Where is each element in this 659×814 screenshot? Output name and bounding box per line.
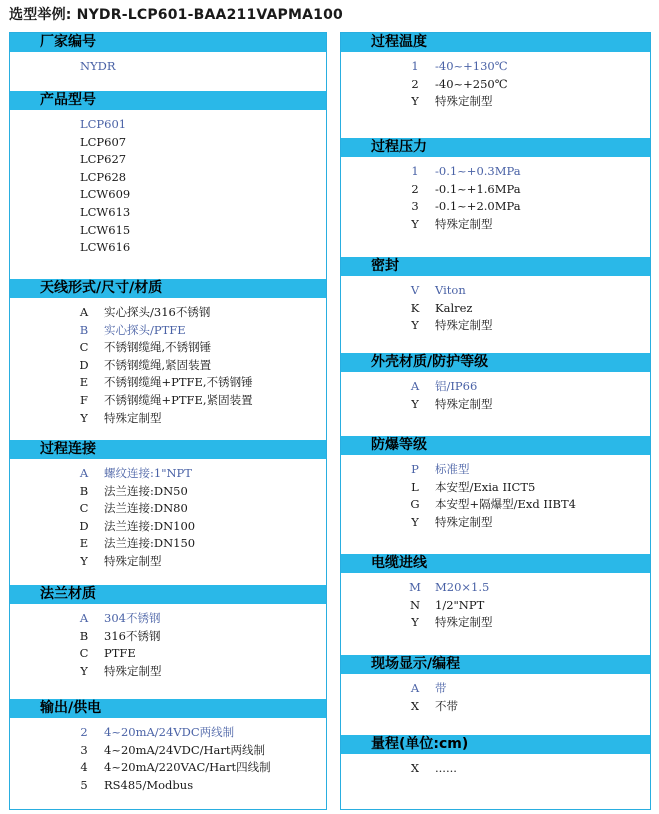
- option-description: -40~+130℃: [435, 59, 508, 73]
- option-row: [10, 116, 326, 134]
- section-header: 输出/供电: [10, 699, 326, 718]
- option-description: 不带: [435, 698, 458, 713]
- option-row: [10, 663, 326, 681]
- section-header: 过程温度: [341, 33, 650, 52]
- option-row: [341, 163, 650, 181]
- option-row: [10, 134, 326, 152]
- option-list: [341, 157, 650, 233]
- option-code: V: [410, 283, 420, 297]
- left-spec-section: [10, 440, 326, 571]
- option-row: [10, 322, 326, 340]
- option-description: ......: [435, 761, 457, 775]
- option-code: M: [409, 580, 421, 594]
- option-row: [341, 680, 650, 698]
- option-row: [10, 339, 326, 357]
- option-code: 3: [80, 742, 88, 757]
- left-spec-section: [10, 699, 326, 794]
- option-code: G: [410, 497, 420, 512]
- option-code: Y: [411, 396, 419, 411]
- option-row: [10, 724, 326, 742]
- option-code: X: [410, 698, 420, 713]
- option-description: LCP628: [80, 169, 127, 184]
- option-code: L: [411, 479, 419, 494]
- option-row: [10, 392, 326, 410]
- section-header: 法兰材质: [10, 585, 326, 604]
- option-description: 本安型/Exia IICT5: [435, 479, 536, 494]
- option-code: 5: [80, 777, 88, 792]
- option-row: [10, 777, 326, 795]
- option-description: 螺纹连接:1"NPT: [104, 466, 192, 480]
- option-code: F: [80, 392, 88, 407]
- option-row: [10, 374, 326, 392]
- option-row: [341, 597, 650, 615]
- option-row: [341, 514, 650, 532]
- option-description: LCW613: [80, 204, 131, 219]
- option-code: C: [79, 340, 89, 355]
- option-code: E: [79, 375, 89, 390]
- option-row: [10, 410, 326, 428]
- option-description: 法兰连接:DN150: [104, 536, 196, 551]
- option-list: [341, 573, 650, 632]
- option-row: [10, 500, 326, 518]
- option-description: LCP601: [80, 117, 127, 131]
- option-description: -40~+250℃: [435, 76, 508, 91]
- section-header: 电缆进线: [341, 554, 650, 573]
- section-header: 外壳材质/防护等级: [341, 353, 650, 372]
- option-row: [10, 151, 326, 169]
- option-code: B: [79, 628, 89, 643]
- option-code: Y: [80, 663, 88, 678]
- left-spec-column: [9, 32, 327, 810]
- option-description: LCP627: [80, 152, 127, 167]
- option-description: 特殊定制型: [435, 514, 493, 529]
- option-row: [341, 282, 650, 300]
- option-description: LCW615: [80, 222, 131, 237]
- option-description: PTFE: [104, 646, 136, 661]
- option-description: 特殊定制型: [104, 553, 162, 568]
- option-code: A: [79, 611, 89, 625]
- option-description: 本安型+隔爆型/Exd IIBT4: [435, 497, 576, 512]
- section-header: 天线形式/尺寸/材质: [10, 279, 326, 298]
- option-code: A: [79, 305, 89, 319]
- option-row: [341, 479, 650, 497]
- option-row: [341, 317, 650, 335]
- option-row: [10, 628, 326, 646]
- option-description: 1/2"NPT: [435, 597, 485, 612]
- option-row: [10, 465, 326, 483]
- option-description: 不锈钢缆绳+PTFE,紧固装置: [104, 392, 253, 407]
- right-spec-column: [340, 32, 651, 810]
- option-row: [341, 396, 650, 414]
- option-description: 不锈钢缆绳+PTFE,不锈钢锤: [104, 375, 253, 390]
- option-list: [341, 455, 650, 531]
- option-row: [10, 239, 326, 257]
- option-description: M20×1.5: [435, 580, 490, 594]
- option-description: 实心探头/PTFE: [104, 322, 186, 337]
- option-description: 标准型: [435, 462, 470, 476]
- option-code: A: [410, 681, 420, 695]
- option-description: 法兰连接:DN50: [104, 483, 188, 498]
- section-header: 产品型号: [10, 91, 326, 110]
- option-code: B: [79, 483, 89, 498]
- option-description: 特殊定制型: [104, 663, 162, 678]
- option-code: Y: [411, 615, 419, 630]
- option-list: [341, 52, 650, 111]
- option-row: [10, 535, 326, 553]
- option-code: 3: [411, 199, 419, 214]
- option-description: 特殊定制型: [104, 410, 162, 425]
- option-list: [10, 52, 326, 76]
- right-spec-section: [341, 257, 650, 335]
- option-description: RS485/Modbus: [104, 777, 194, 792]
- section-header: 厂家编号: [10, 33, 326, 52]
- option-description: 铝/IP66: [435, 379, 478, 393]
- option-description: 法兰连接:DN100: [104, 518, 196, 533]
- section-header: 防爆等级: [341, 436, 650, 455]
- option-row: [341, 378, 650, 396]
- option-row: [10, 518, 326, 536]
- option-code: K: [410, 300, 420, 315]
- option-code: Y: [80, 410, 88, 425]
- right-spec-section: [341, 436, 650, 531]
- option-row: [341, 698, 650, 716]
- section-header: 密封: [341, 257, 650, 276]
- option-description: 特殊定制型: [435, 615, 493, 630]
- option-description: 特殊定制型: [435, 94, 493, 109]
- option-code: Y: [80, 553, 88, 568]
- option-code: X: [410, 761, 420, 775]
- option-description: LCW616: [80, 240, 131, 255]
- option-row: [341, 579, 650, 597]
- option-row: [10, 58, 326, 76]
- option-code: 2: [411, 76, 419, 91]
- option-code: 2: [80, 725, 88, 739]
- right-spec-section: [341, 33, 650, 111]
- option-row: [10, 759, 326, 777]
- option-row: [10, 222, 326, 240]
- option-description: Viton: [435, 283, 466, 297]
- option-row: [341, 181, 650, 199]
- option-code: A: [79, 466, 89, 480]
- option-row: [10, 742, 326, 760]
- option-description: 不锈钢缆绳,紧固装置: [104, 357, 212, 372]
- option-list: [10, 110, 326, 257]
- option-description: 304不锈钢: [104, 611, 161, 625]
- option-row: [10, 357, 326, 375]
- option-code: D: [79, 518, 89, 533]
- option-row: [10, 483, 326, 501]
- option-code: Y: [411, 514, 419, 529]
- option-row: [10, 553, 326, 571]
- option-row: [341, 216, 650, 234]
- option-row: [10, 610, 326, 628]
- option-description: LCW609: [80, 187, 131, 202]
- option-row: [10, 169, 326, 187]
- option-list: [341, 372, 650, 413]
- section-header: 过程连接: [10, 440, 326, 459]
- option-row: [341, 76, 650, 94]
- option-code: Y: [411, 318, 419, 333]
- option-code: C: [79, 646, 89, 661]
- page-title: 选型举例: NYDR-LCP601-BAA211VAPMA100: [9, 7, 343, 23]
- option-description: -0.1~+1.6MPa: [435, 181, 521, 196]
- option-code: D: [79, 357, 89, 372]
- left-spec-section: [10, 279, 326, 427]
- option-row: [10, 304, 326, 322]
- right-spec-section: [341, 554, 650, 632]
- option-description: -0.1~+0.3MPa: [435, 164, 521, 178]
- option-row: [10, 204, 326, 222]
- option-code: A: [410, 379, 420, 393]
- option-row: [10, 645, 326, 663]
- option-row: [341, 461, 650, 479]
- option-list: [10, 604, 326, 680]
- option-description: 带: [435, 681, 447, 695]
- option-code: E: [79, 536, 89, 551]
- right-spec-section: [341, 655, 650, 715]
- option-list: [341, 276, 650, 335]
- option-row: [341, 58, 650, 76]
- option-row: [341, 614, 650, 632]
- option-row: [341, 93, 650, 111]
- option-description: Kalrez: [435, 300, 473, 315]
- option-code: 1: [411, 164, 419, 178]
- option-description: 特殊定制型: [435, 216, 493, 231]
- option-row: [10, 186, 326, 204]
- right-spec-section: [341, 735, 650, 778]
- left-spec-section: [10, 585, 326, 680]
- option-row: [341, 760, 650, 778]
- option-code: 1: [411, 59, 419, 73]
- option-code: Y: [411, 94, 419, 109]
- section-header: 现场显示/编程: [341, 655, 650, 674]
- right-spec-section: [341, 138, 650, 233]
- option-list: [341, 754, 650, 778]
- section-header: 量程(单位:cm): [341, 735, 650, 754]
- option-row: [341, 198, 650, 216]
- option-list: [10, 298, 326, 427]
- option-description: NYDR: [80, 59, 116, 73]
- option-code: P: [411, 462, 419, 476]
- option-description: 实心探头/316不锈钢: [104, 305, 211, 319]
- option-description: 4~20mA/220VAC/Hart四线制: [104, 760, 271, 775]
- option-description: -0.1~+2.0MPa: [435, 199, 521, 214]
- option-list: [10, 718, 326, 794]
- right-spec-section: [341, 353, 650, 413]
- option-description: LCP607: [80, 134, 127, 149]
- option-list: [341, 674, 650, 715]
- option-code: B: [79, 322, 89, 337]
- option-description: 法兰连接:DN80: [104, 501, 188, 516]
- option-code: Y: [411, 216, 419, 231]
- section-header: 过程压力: [341, 138, 650, 157]
- option-code: N: [409, 597, 421, 612]
- option-code: 4: [80, 760, 88, 775]
- left-spec-section: [10, 33, 326, 76]
- option-description: 4~20mA/24VDC两线制: [104, 725, 235, 739]
- option-row: [341, 496, 650, 514]
- option-description: 4~20mA/24VDC/Hart两线制: [104, 742, 266, 757]
- option-description: 316不锈钢: [104, 628, 161, 643]
- option-code: 2: [411, 181, 419, 196]
- left-spec-section: [10, 91, 326, 257]
- option-description: 不锈钢缆绳,不锈钢锤: [104, 340, 212, 355]
- option-description: 特殊定制型: [435, 396, 493, 411]
- option-code: C: [79, 501, 89, 516]
- option-description: 特殊定制型: [435, 318, 493, 333]
- option-list: [10, 459, 326, 571]
- option-row: [341, 300, 650, 318]
